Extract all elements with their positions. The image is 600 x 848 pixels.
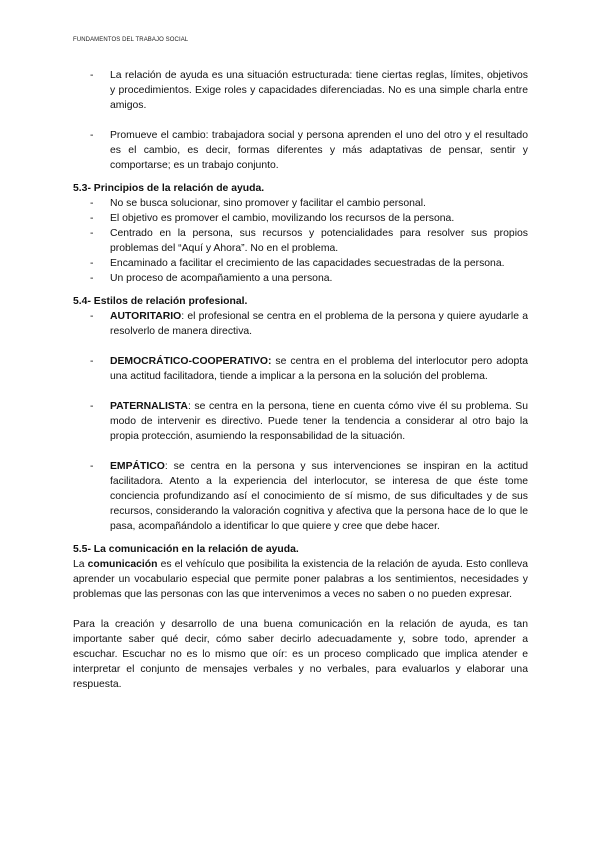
style-term: DEMOCRÁTICO-COOPERATIVO: [110,356,272,367]
principle-item: No se busca solucionar, sino promover y facilitar el cambio personal. [110,198,426,209]
principle-item: Un proceso de acompañamiento a una persona. [110,273,333,284]
list-item [73,459,528,534]
style-desc: : el profesional se centra en el problema de la persona y quiere ayudarle a resolverlo de manera directiva. [110,311,528,337]
section-5-4-title: 5.4- Estilos de relación profesional. [73,296,248,307]
dash-bullet: - [90,401,94,412]
style-term: EMPÁTICO [110,461,165,472]
style-term: PATERNALISTA [110,401,188,412]
page-header: FUNDAMENTOS DEL TRABAJO SOCIAL [73,37,189,43]
text-run: es el vehículo que posibilita la existencia de la relación de ayuda. Esto conlleva aprender un vocabulario especial que permite poner palabras a los sentimientos, necesidades y problemas que las personas con las que intervenimos a veces no saben o no pueden expresar. [73,559,528,600]
style-term: AUTORITARIO [110,311,182,322]
dash-bullet: - [90,213,94,224]
list-item [73,128,528,173]
dash-bullet: - [90,130,94,141]
list-item [73,68,528,113]
list-item [73,211,528,226]
dash-bullet: - [90,70,94,81]
list-item [73,399,528,444]
text-run: La [73,559,88,570]
paragraph-listening: Para la creación y desarrollo de una buena comunicación en la relación de ayuda, es tan importante saber qué decir, cómo saber decirlo adecuadamente y, sobre todo, aprender a escuchar. Escuchar no es lo mismo que oír: es un proceso complicado que implica atender e interpretar el conjunto de mensajes verbales y no verbales, para evaluarlos y elaborar una respuesta. [73,619,528,690]
list-item [73,196,528,211]
dash-bullet: - [90,273,94,284]
list-item [73,256,528,271]
list-item [73,226,528,256]
dash-bullet: - [90,461,94,472]
paragraph-communication [73,557,528,602]
list-item [73,271,528,286]
list-item [73,354,528,384]
term-communication: comunicación [87,559,158,570]
principle-item: El objetivo es promover el cambio, movilizando los recursos de la persona. [110,213,455,224]
style-desc: : se centra en la persona y sus intervenciones se inspiran en la actitud facilitadora. Atento a la experiencia del interlocutor, se interesa de que éste tome conciencia profundizando así el conocimiento de sí mismo, de sus dificultades y de sus recursos, considerando la valoración cognitiva y afectiva que la persona hace de lo que le pasa, acompañándolo a identificar lo que quiere y cree que debe hacer. [110,461,528,532]
intro-item-1: La relación de ayuda es una situación estructurada: tiene ciertas reglas, límites, objetivos y procedimientos. Exige roles y capacidades diferenciadas. No es una simple charla entre amigos. [110,70,528,111]
section-5-5-title: 5.5- La comunicación en la relación de ayuda. [73,544,299,555]
style-desc: se centra en el problema del interlocutor pero adopta una actitud facilitadora, tiende a implicar a la persona en la solución del problema. [110,356,528,382]
principle-item: Encaminado a facilitar el crecimiento de las capacidades secuestradas de la persona. [110,258,505,269]
style-item [110,354,528,384]
dash-bullet: - [90,311,94,322]
principle-item: Centrado en la persona, sus recursos y potencialidades para resolver sus propios problemas del “Aquí y Ahora”. No en el problema. [110,228,528,254]
list-item [73,309,528,339]
style-item [110,459,528,534]
style-item [110,399,528,444]
document-body [73,68,528,692]
style-item [110,309,528,339]
dash-bullet: - [90,356,94,367]
dash-bullet: - [90,258,94,269]
intro-item-2: Promueve el cambio: trabajadora social y persona aprenden el uno del otro y el resultado es el cambio, es decir, formas diferentes y más adaptativas de pensar, sentir y comportarse; es un trabajo conjunto. [110,130,528,171]
dash-bullet: - [90,228,94,239]
dash-bullet: - [90,198,94,209]
style-desc: : se centra en la persona, tiene en cuenta cómo vive él su problema. Su modo de intervenir es directivo. Puede tener la tendencia a considerar al otro bajo la propia protección, asumiendo la responsabilidad de la situación. [110,401,528,442]
section-5-3-title: 5.3- Principios de la relación de ayuda. [73,183,265,194]
